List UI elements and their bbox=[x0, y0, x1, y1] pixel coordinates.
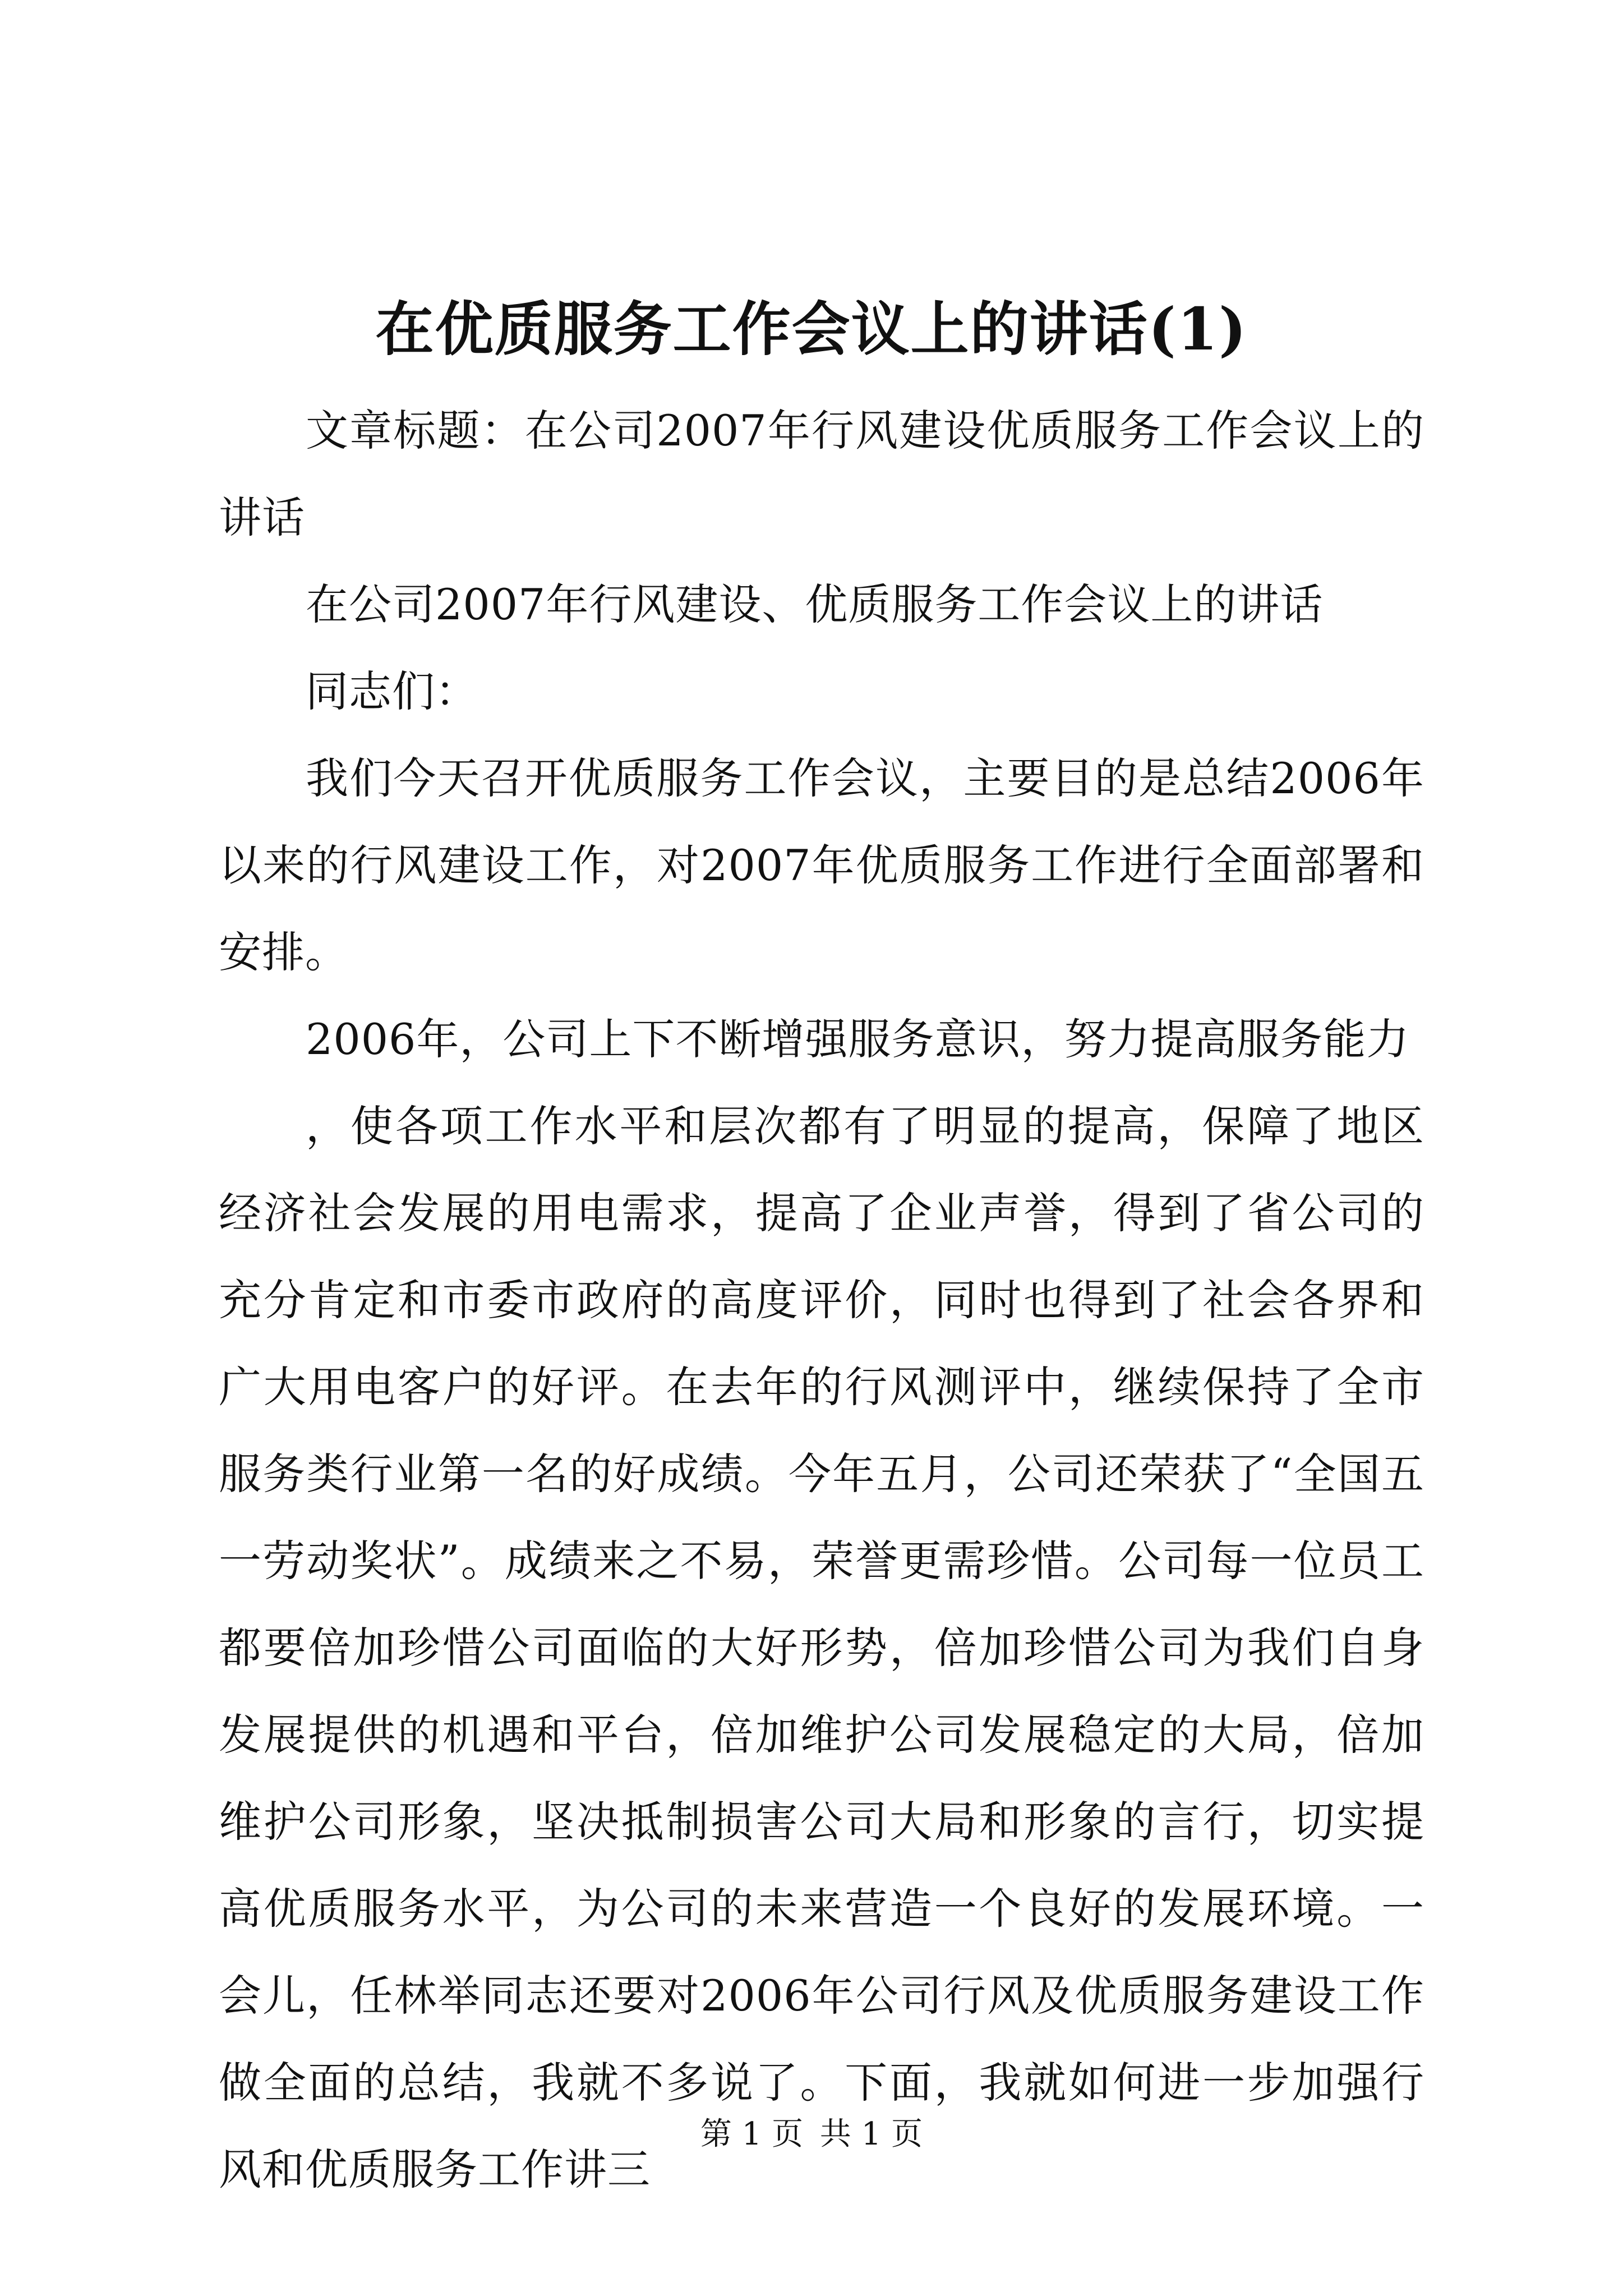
paragraph-purpose: 我们今天召开优质服务工作会议，主要目的是总结2006年以来的行风建设工作，对2007年优质服务工作进行全面部署和安排。 bbox=[219, 753, 1424, 977]
document-body bbox=[219, 387, 1424, 2213]
paragraph-achievements: ，使各项工作水平和层次都有了明显的提高，保障了地区经济社会发展的用电需求，提高了企业声誉，得到了省公司的充分肯定和市委市政府的高度评价，同时也得到了社会各界和广大用电客户的好评。在去年的行风测评中，继续保持了全市服务类行业第一名的好成绩。今年五月，公司还荣获了“全国五一劳动奖状”。成绩来之不易，荣誉更需珍惜。公司每一位员工都要倍加珍惜公司面临的大好形势，倍加珍惜公司为我们自身发展提供的机遇和平台，倍加维护公司发展稳定的大局，倍加维护公司形象，坚决抵制损害公司大局和形象的言行，切实提高优质服务水平，为公司的未来营造一个良好的发展环境。一会儿，任林举同志还要对2006年公司行风及优质服务建设工作做全面的总结，我就不多说了。下面，我就如何进一步加强行风和优质服务工作讲三 bbox=[219, 1101, 1424, 2194]
paragraph-2006-summary: 2006年，公司上下不断增强服务意识，努力提高服务能力 bbox=[306, 1014, 1410, 1064]
page-total: 共 1 页 bbox=[819, 2116, 923, 2152]
paragraph-article-title: 文章标题：在公司2007年行风建设优质服务工作会议上的讲话 bbox=[219, 406, 1424, 542]
page-number: 第 1 页 bbox=[700, 2116, 804, 2152]
paragraph-salutation: 同志们： bbox=[306, 666, 478, 716]
page-footer bbox=[0, 2112, 1623, 2157]
document-title: 在优质服务工作会议上的讲话(1) bbox=[375, 295, 1248, 364]
paragraph-speech-heading: 在公司2007年行风建设、优质服务工作会议上的讲话 bbox=[306, 579, 1324, 629]
